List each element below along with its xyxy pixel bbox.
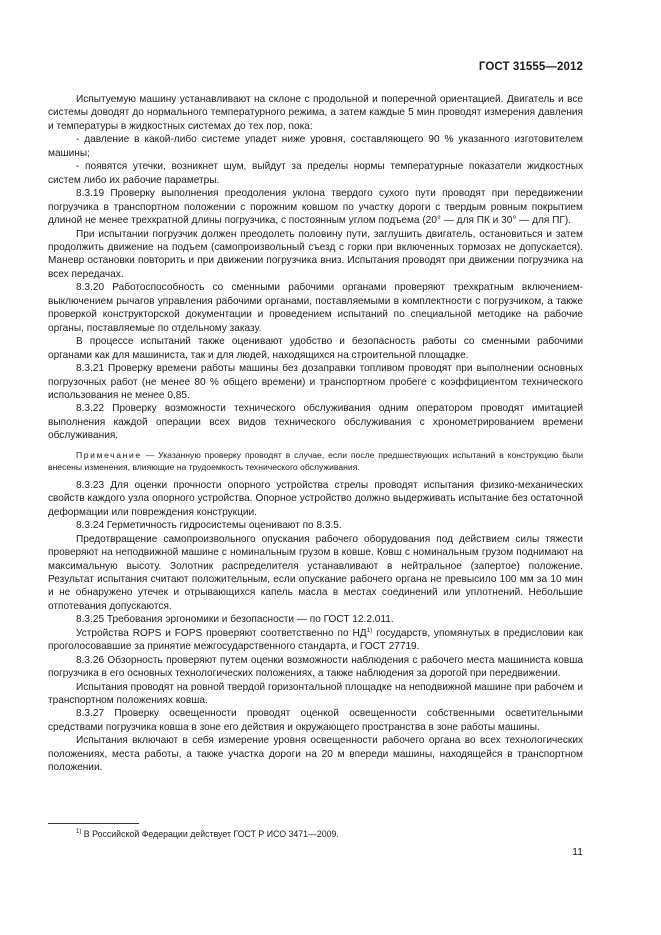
note <box>48 449 583 473</box>
paragraph: 8.3.23 Для оценки прочности опорного устройства стрелы проводят испытания физико-механических свойств каждого узла опорного устройства. Опорное устройство должно выдерживать испытание без остаточной деформации или повреждения конструкции. <box>48 479 583 518</box>
rops-text: Устройства ROPS и FOPS проверяют соответственно по НД <box>76 627 367 639</box>
page-number: 11 <box>572 846 583 858</box>
paragraph: Испытания проводят на ровной твердой горизонтальной площадке на неподвижной машине при рабочем и транспортном положениях ковша. <box>48 681 583 707</box>
rops-text-cont: государств, упомянутых в предисловии как проголосовавшие за принятие межгосударственного стандарта, и ГОСТ 27719. <box>48 627 583 653</box>
paragraph: 8.3.20 Работоспособность со сменными рабочими органами проверяют трехкратным включением-выключением рычагов управления рабочими органами, поставляемыми в комплектности с погрузчиком, а также проверкой конструкторской документации и проведением испытаний по специальной методике на рабочие органы, поставляемые по отдельному заказу. <box>48 282 583 334</box>
footnote-divider <box>48 823 139 824</box>
paragraph: 8.3.25 Требования эргономики и безопасности — по ГОСТ 12.2.011. <box>76 614 394 626</box>
note-label: Примечание <box>76 449 142 460</box>
paragraph: Предотвращение самопроизвольного опускания рабочего оборудования под действием силы тяжести проверяют на неподвижной машине с номинальным грузом в ковше. Ковш с номинальным грузом поднимают на максимальную высоту. Золотник распределителя устанавливают в нейтральное (запертое) положение. Результат испытания считают положительным, если опускание рабочего органа не превысило 100 мм за 10 мин и не обнаружено утечек и отрывающихся капель масла в местах соединений или уплотнений. Небольшие отпотевания допускаются. <box>48 533 583 612</box>
paragraph: 8.3.24 Герметичность гидросистемы оценивают по 8.3.5. <box>76 520 342 532</box>
paragraph: 8.3.21 Проверку времени работы машины без дозаправки топливом проводят при выполнении основных погрузочных работ (не менее 80 % общего времени) и транспортном пробеге с коэффициентом технического использования не менее 0,85. <box>48 363 583 401</box>
paragraph: 8.3.26 Обзорность проверяют путем оценки возможности наблюдения с рабочего места машиниста ковша погрузчика в его основных технологических положениях, а также наблюдения за дорогой при передвижении. <box>48 654 583 680</box>
note-text: — Указанную проверку проводят в случае, если после предшествующих испытаний в конструкцию были внесены изменения, влияющие на трудоемкость технического обслуживания. <box>48 449 583 472</box>
list-item: - появятся утечки, возникнет шум, выйдут за пределы нормы температурные показатели жидкостных систем либо их рабочие параметры. <box>48 161 583 186</box>
document-body <box>48 93 583 775</box>
paragraph: Испытуемую машину устанавливают на склоне с продольной и поперечной ориентацией. Двигатель и все системы доводят до нормального температурного режима, а затем каждые 5 мин проводят измерения давления и температуры в жидкостных системах до тех пор, пока: <box>48 94 583 132</box>
paragraph: При испытании погрузчик должен преодолеть половину пути, заглушить двигатель, остановиться и затем продолжить движение на подъем (самопроизвольный съезд с горки при включенных тормозах не допускается). Маневр остановки повторить и при движении погрузчика вниз. Испытания проводят при движении погрузчика на всех передачах. <box>48 228 583 280</box>
paragraph: В процессе испытаний также оценивают удобство и безопасность работы со сменными рабочими органами как для машиниста, так и для людей, находящихся на строительной площадке. <box>48 336 583 361</box>
paragraph: 8.3.22 Проверку возможности технического обслуживания одним оператором проводят имитацией выполнения каждой операции всех видов технического обслуживания с хронометрированием времени обслуживания. <box>48 403 583 442</box>
list-item: - давление в какой-либо системе упадет ниже уровня, составляющего 90 % указанного изготовителем машины; <box>48 134 583 159</box>
paragraph: Испытания включают в себя измерение уровня освещенности рабочего органа во всех технологических положениях, места работы, а также участка дороги на 20 м впереди машины, находящейся в транспортном положении. <box>48 735 583 774</box>
footnote <box>76 828 339 840</box>
paragraph-rops <box>48 627 583 654</box>
standard-header: ГОСТ 31555—2012 <box>478 61 583 73</box>
footnote-text: В Российской Федерации действует ГОСТ Р ИСО 3471—2009. <box>81 829 339 839</box>
footnote-marker: 1) <box>76 829 82 835</box>
paragraph: 8.3.27 Проверку освещенности проводят оценкой освещенности собственными осветительными средствами погрузчика ковша в зоне его действия и окружающего пространства в зоне работы машины. <box>48 708 583 733</box>
footnote-ref: 1) <box>366 626 373 634</box>
paragraph: 8.3.19 Проверку выполнения преодоления уклона твердого сухого пути проводят при передвижении погрузчика в транспортном положении с порожним ковшом по участку дороги с твердым ровным покрытием длиной не менее трехкратной длины погрузчика, с постоянным углом подъема (20° — для ПК и 30° — для ПГ). <box>48 188 583 227</box>
